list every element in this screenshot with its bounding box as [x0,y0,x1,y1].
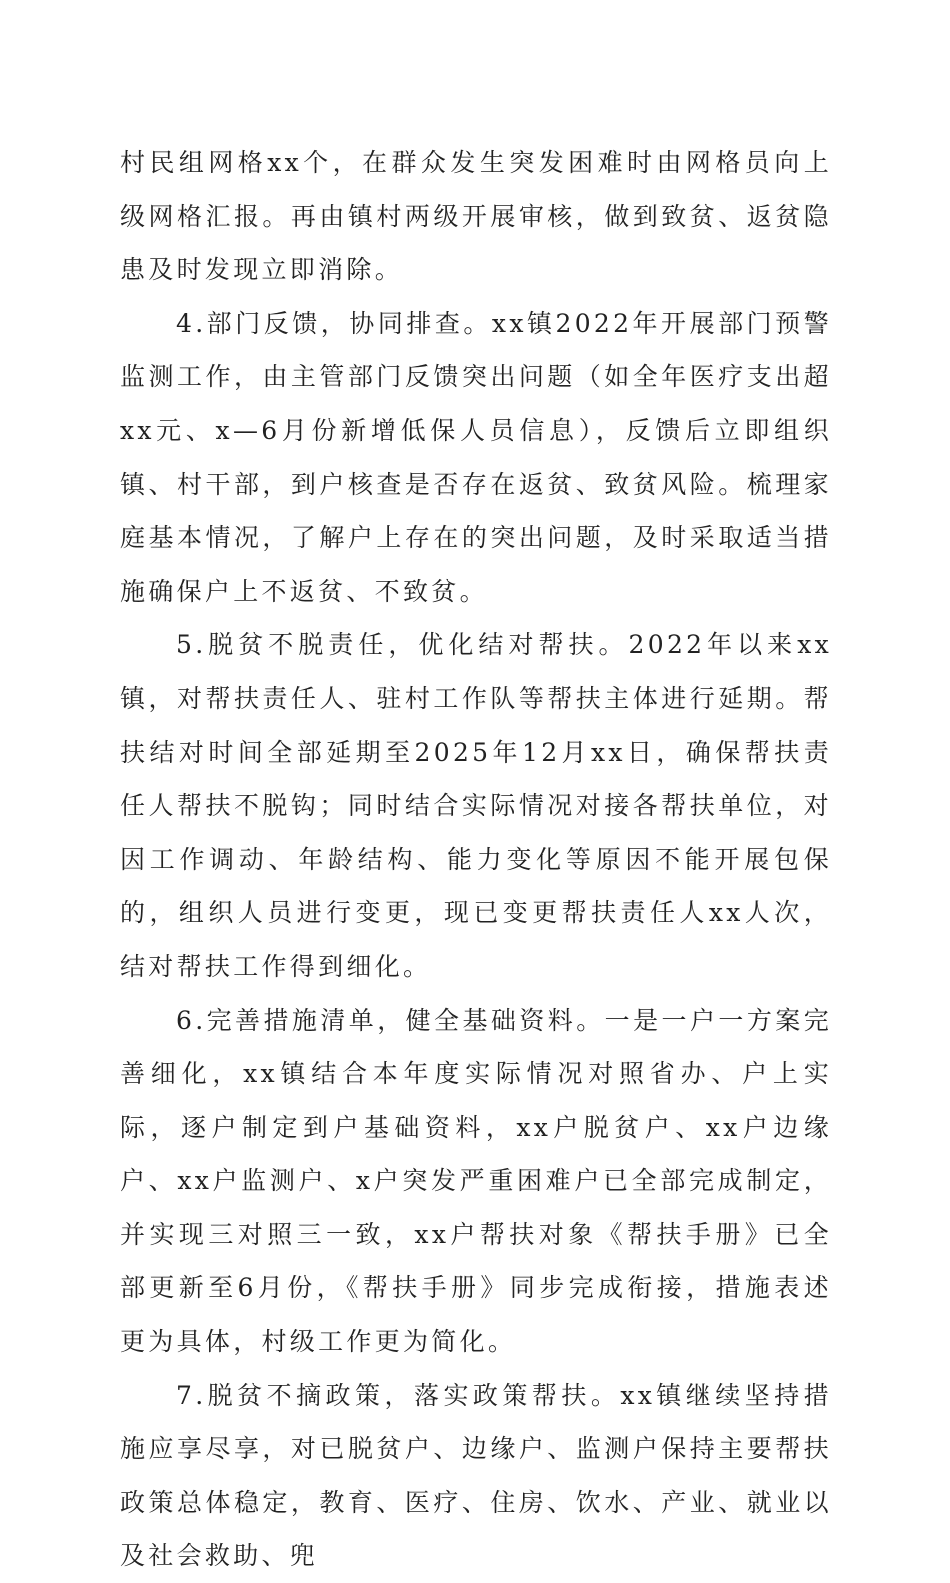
paragraph-item-6: 6.完善措施清单，健全基础资料。一是一户一方案完善细化，xx镇结合本年度实际情况对照省办、户上实际，逐户制定到户基础资料，xx户脱贫户、xx户边缘户、xx户监测户、x户突发严重困难户已全部完成制定，并实现三对照三一致，xx户帮扶对象《帮扶手册》已全部更新至6月份，《帮扶手册》同步完成衔接，措施表述更为具体，村级工作更为简化。 [120,1005,832,1357]
document-body [120,136,832,1583]
paragraph-item-4: 4.部门反馈，协同排查。xx镇2022年开展部门预警监测工作，由主管部门反馈突出问题（如全年医疗支出超xx元、x—6月份新增低保人员信息），反馈后立即组织镇、村干部，到户核查是否存在返贫、致贫风险。梳理家庭基本情况，了解户上存在的突出问题，及时采取适当措施确保户上不返贫、不致贫。 [120,308,832,606]
paragraph-continued: 村民组网格xx个，在群众发生突发困难时由网格员向上级网格汇报。再由镇村两级开展审核，做到致贫、返贫隐患及时发现立即消除。 [120,148,832,285]
paragraph-item-5: 5.脱贫不脱责任，优化结对帮扶。2022年以来xx镇，对帮扶责任人、驻村工作队等帮扶主体进行延期。帮扶结对时间全部延期至2025年12月xx日，确保帮扶责任人帮扶不脱钩；同时结合实际情况对接各帮扶单位，对因工作调动、年龄结构、能力变化等原因不能开展包保的，组织人员进行变更，现已变更帮扶责任人xx人次，结对帮扶工作得到细化。 [120,630,832,981]
paragraph-item-7: 7.脱贫不摘政策，落实政策帮扶。xx镇继续坚持措施应享尽享，对已脱贫户、边缘户、监测户保持主要帮扶政策总体稳定，教育、医疗、住房、饮水、产业、就业以及社会救助、兜 [120,1380,832,1571]
